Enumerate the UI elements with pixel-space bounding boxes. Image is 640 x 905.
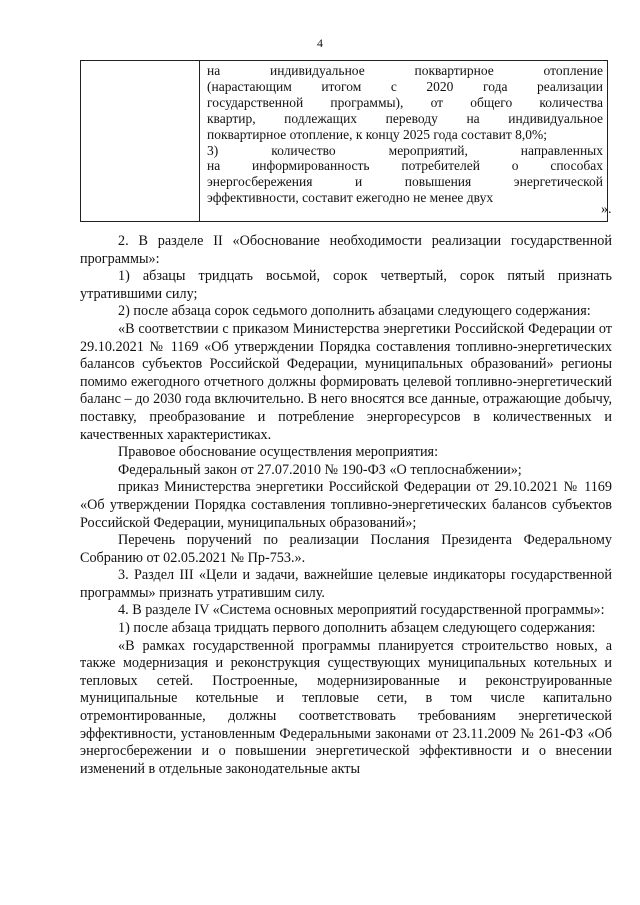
document-body xyxy=(80,233,612,778)
page-number: 4 xyxy=(317,36,323,50)
table-cell-line: на информированность потребителей о способах xyxy=(207,158,603,174)
paragraph: 2. В разделе II «Обоснование необходимости реализации государственной программы»: xyxy=(80,233,612,267)
paragraph: Перечень поручений по реализации Послания Президента Федеральному Собранию от 02.05.2021 № Пр-753.». xyxy=(80,532,612,566)
table-cell-line: 3) количество мероприятий, направленных xyxy=(207,142,603,158)
paragraph: 2) после абзаца сорок седьмого дополнить абзацами следующего содержания: xyxy=(118,303,591,320)
paragraph: 1) после абзаца тридцать первого дополнить абзацем следующего содержания: xyxy=(118,620,596,637)
paragraph: «В рамках государственной программы планируется строительство новых, а также модернизация и реконструкция существующих муниципальных котельных и тепловых сетей. Построенные, модернизированные и реконструированные муниципальные котельные и тепловые сети, в том числе капитально отремонтированные, должны соответствовать требованиям энергетической эффективности, установленным Федеральными законами от 23.11.2009 № 261-ФЗ «Об энергосбережении и о повышении энергетической эффективности и о внесении изменений в отдельные законодательные акты xyxy=(80,637,612,777)
paragraph: 3. Раздел III «Цели и задачи, важнейшие целевые индикаторы государственной программы» признать утратившим силу. xyxy=(80,567,612,601)
table-cell-line: эффективности, составит ежегодно не менее двух xyxy=(207,190,494,206)
table-cell-line: энергосбережения и повышения энергетической xyxy=(207,174,603,190)
table-cell-empty xyxy=(81,61,200,222)
table-cell-line: государственной программы), от общего количества xyxy=(207,94,603,110)
table-close-quote: ». xyxy=(601,202,612,217)
continuation-table xyxy=(80,60,608,222)
paragraph: Федеральный закон от 27.07.2010 № 190-ФЗ «О теплоснабжении»; xyxy=(118,461,522,478)
paragraph: Правовое обоснование осуществления мероприятия: xyxy=(118,444,439,461)
paragraph: 1) абзацы тридцать восьмой, сорок четвертый, сорок пятый признать утратившими силу; xyxy=(80,268,612,302)
paragraph: 4. В разделе IV «Система основных мероприятий государственной программы»: xyxy=(118,602,605,619)
paragraph: приказ Министерства энергетики Российской Федерации от 29.10.2021 № 1169 «Об утверждении Порядка составления топливно-энергетических балансов субъектов Российской Федерации, муниципальных образований»; xyxy=(80,479,612,531)
table-cell-text xyxy=(200,61,608,222)
table-cell-line: квартир, подлежащих переводу на индивидуальное xyxy=(207,110,603,126)
table-row xyxy=(81,61,608,222)
table-cell-line: поквартирное отопление, к концу 2025 года составит 8,0%; xyxy=(207,126,548,142)
paragraph: «В соответствии с приказом Министерства энергетики Российской Федерации от 29.10.2021 № 1169 «Об утверждении Порядка составления топливно-энергетических балансов субъектов Российской Федерации, муниципальных образований» регионы помимо ежегодного отчетного должны формировать целевой топливно-энергетический баланс – до 2030 года включительно. В него вносятся все данные, отражающие добычу, поставку, преобразование и потребление энергоресурсов в количественных и качественных характеристиках. xyxy=(80,320,612,443)
table-cell-line: на индивидуальное поквартирное отопление xyxy=(207,63,603,78)
table-cell-line: (нарастающим итогом с 2020 года реализации xyxy=(207,78,603,94)
